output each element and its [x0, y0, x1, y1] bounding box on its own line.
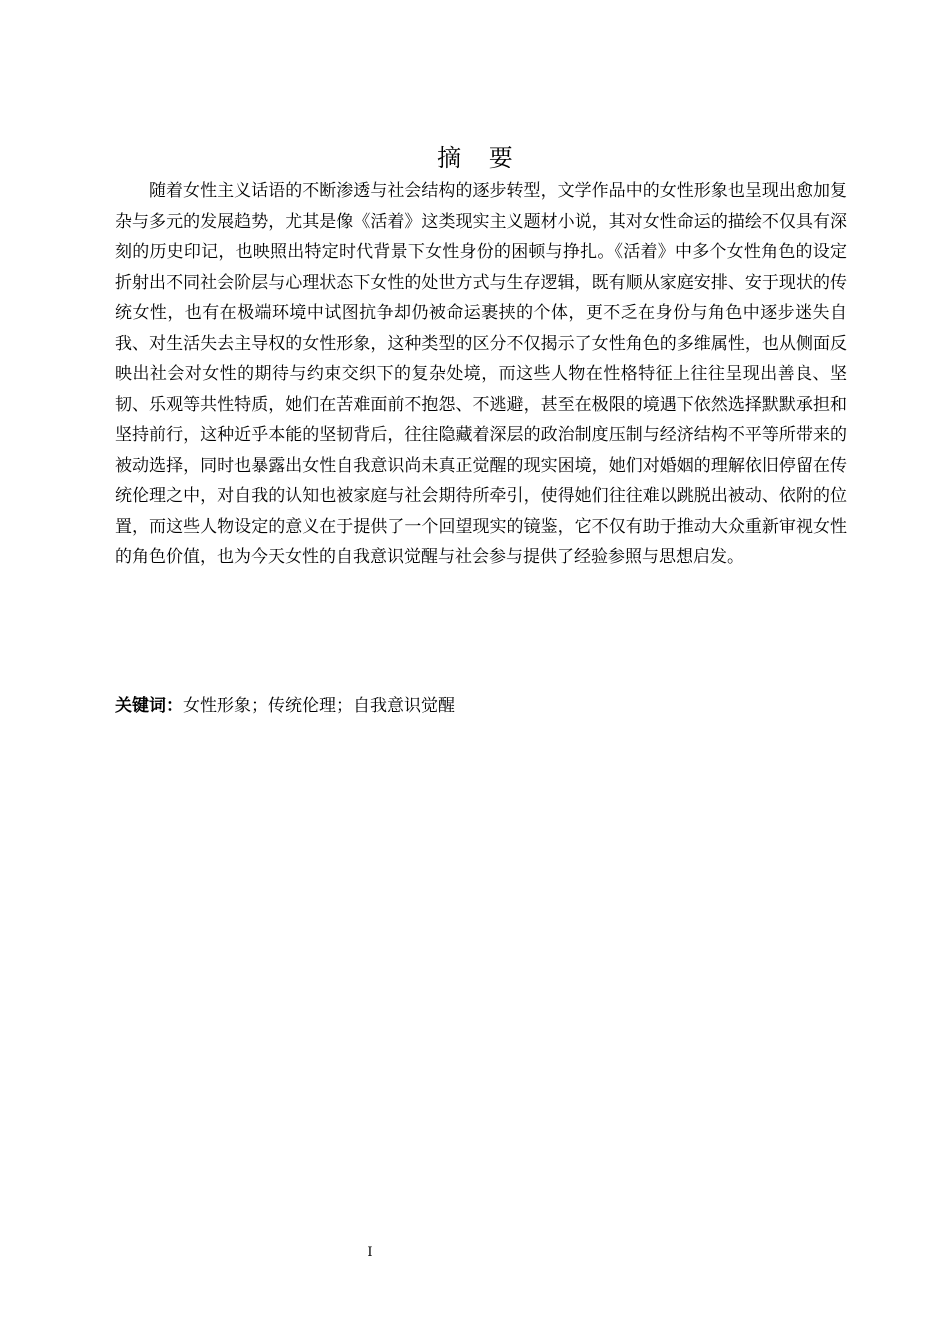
- keywords-text: 女性形象；传统伦理；自我意识觉醒: [183, 696, 455, 716]
- page-title: 摘 要: [437, 144, 523, 172]
- abstract-paragraph: 随着女性主义话语的不断渗透与社会结构的逐步转型，文学作品中的女性形象也呈现出愈加复杂与多元的发展趋势，尤其是像《活着》这类现实主义题材小说，其对女性命运的描绘不仅具有深刻的历史印记，也映照出特定时代背景下女性身份的困顿与挣扎。《活着》中多个女性角色的设定折射出不同社会阶层与心理状态下女性的处世方式与生存逻辑，既有顺从家庭安排、安于现状的传统女性，也有在极端环境中试图抗争却仍被命运裹挟的个体，更不乏在身份与角色中逐步迷失自我、对生活失去主导权的女性形象，这种类型的区分不仅揭示了女性角色的多维属性，也从侧面反映出社会对女性的期待与约束交织下的复杂处境，而这些人物在性格特征上往往呈现出善良、坚韧、乐观等共性特质，她们在苦难面前不抱怨、不逃避，甚至在极限的境遇下依然选择默默承担和坚持前行，这种近乎本能的坚韧背后，往往隐藏着深层的政治制度压制与经济结构不平等所带来的被动选择，同时也暴露出女性自我意识尚未真正觉醒的现实困境，她们对婚姻的理解依旧停留在传统伦理之中，对自我的认知也被家庭与社会期待所牵引，使得她们往往难以跳脱出被动、依附的位置，而这些人物设定的意义在于提供了一个回望现实的镜鉴，它不仅有助于推动大众重新审视女性的角色价值，也为今天女性的自我意识觉醒与社会参与提供了经验参照与思想启发。: [115, 181, 847, 567]
- keywords-line: [115, 692, 847, 720]
- page-number: I: [367, 1245, 373, 1260]
- keywords-label: 关键词：: [115, 696, 183, 716]
